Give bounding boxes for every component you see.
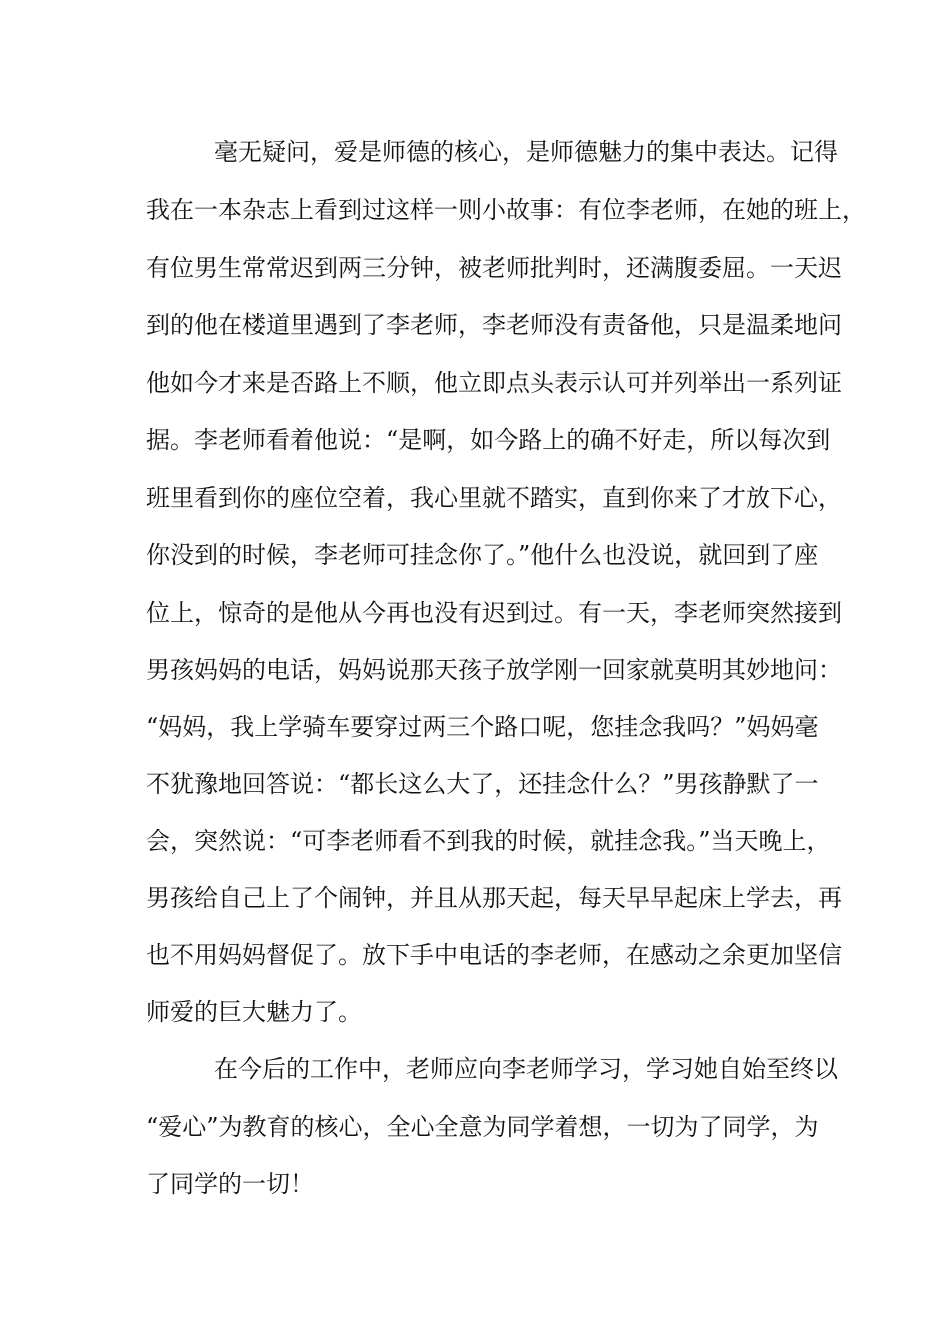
text-line: 会，突然说：“可李老师看不到我的时候，就挂念我。”当天晚上， — [146, 827, 831, 855]
paragraph-1-line-1 — [0, 132, 950, 172]
paragraph-1-line-13 — [0, 821, 950, 861]
paragraph-1-line-16 — [0, 992, 950, 1032]
text-line: 男孩妈妈的电话，妈妈说那天孩子放学刚一回家就莫明其妙地问： — [146, 656, 842, 684]
paragraph-1-line-11 — [0, 707, 950, 747]
paragraph-1-line-10 — [0, 650, 950, 690]
paragraph-1-line-15 — [0, 935, 950, 975]
paragraph-1-line-5 — [0, 363, 950, 403]
paragraph-1-line-9 — [0, 593, 950, 633]
text-line: 到的他在楼道里遇到了李老师，李老师没有责备他，只是温柔地问 — [146, 311, 842, 339]
paragraph-1-line-14 — [0, 878, 950, 918]
paragraph-1-line-12 — [0, 764, 950, 804]
paragraph-1-line-6 — [0, 420, 950, 460]
text-line: 不犹豫地回答说：“都长这么大了，还挂念什么？”男孩静默了一 — [146, 770, 819, 798]
text-line: 我在一本杂志上看到过这样一则小故事：有位李老师，在她的班上， — [146, 196, 866, 224]
text-line: 班里看到你的座位空着，我心里就不踏实，直到你来了才放下心， — [146, 484, 842, 512]
paragraph-2-line-2 — [0, 1107, 950, 1147]
text-line: 你没到的时候，李老师可挂念你了。”他什么也没说，就回到了座 — [146, 541, 819, 569]
text-line: 他如今才来是否路上不顺，他立即点头表示认可并列举出一系列证 — [146, 369, 842, 397]
paragraph-1-line-7 — [0, 478, 950, 518]
paragraph-2-line-1 — [0, 1049, 950, 1089]
text-line: 了同学的一切！ — [146, 1170, 314, 1198]
paragraph-1-line-2 — [0, 190, 950, 230]
text-line: 据。李老师看着他说：“是啊，如今路上的确不好走，所以每次到 — [146, 426, 831, 454]
text-line: 位上，惊奇的是他从今再也没有迟到过。有一天，李老师突然接到 — [146, 599, 842, 627]
text-line: 也不用妈妈督促了。放下手中电话的李老师，在感动之余更加坚信 — [146, 941, 842, 969]
paragraph-1-line-3 — [0, 248, 950, 288]
paragraph-2-line-3 — [0, 1164, 950, 1204]
paragraph-1-line-4 — [0, 305, 950, 345]
text-line: 男孩给自己上了个闹钟，并且从那天起，每天早早起床上学去，再 — [146, 884, 842, 912]
text-line: 师爱的巨大魅力了。 — [146, 998, 362, 1026]
text-line: “爱心”为教育的核心，全心全意为同学着想，一切为了同学，为 — [146, 1113, 819, 1141]
text-line: “妈妈，我上学骑车要穿过两三个路口呢，您挂念我吗？”妈妈毫 — [146, 713, 819, 741]
text-line: 在今后的工作中，老师应向李老师学习，学习她自始至终以 — [214, 1055, 838, 1083]
paragraph-1-line-8 — [0, 535, 950, 575]
text-line: 毫无疑问，爱是师德的核心，是师德魅力的集中表达。记得 — [214, 138, 838, 166]
text-line: 有位男生常常迟到两三分钟，被老师批判时，还满腹委屈。一天迟 — [146, 254, 842, 282]
